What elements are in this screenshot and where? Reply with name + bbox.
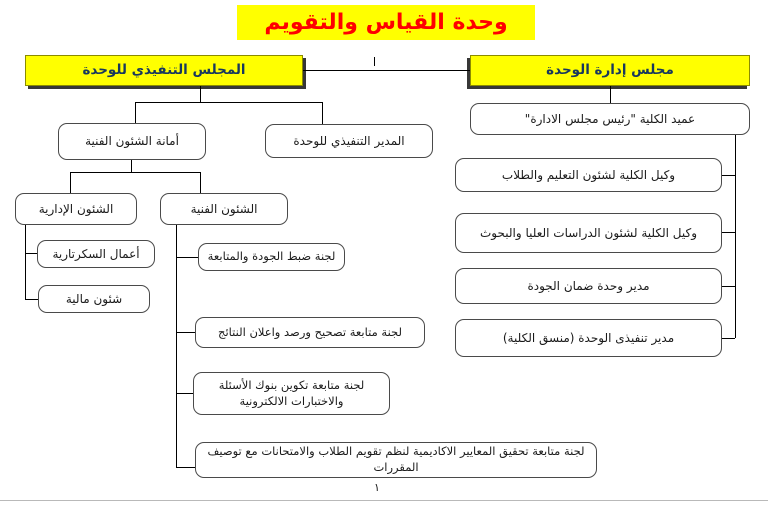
member-4-stub-line	[722, 338, 735, 339]
executive-council-stub-line	[200, 86, 201, 102]
executive-split-line	[135, 102, 322, 103]
dean-connector-line	[610, 86, 611, 103]
administrative-affairs-box: الشئون الإدارية	[15, 193, 137, 225]
page-number: ١	[374, 481, 380, 494]
quality-assurance-director-box: مدير وحدة ضمان الجودة	[455, 268, 722, 304]
technical-secretariat-box: أمانة الشئون الفنية	[58, 123, 206, 160]
secretariat-down-line	[131, 160, 132, 172]
boards-connector-tick	[374, 57, 375, 66]
unit-executive-director-coordinator-box: مدير تنفيذى الوحدة (منسق الكلية)	[455, 319, 722, 357]
vice-dean-graduate-box: وكيل الكلية لشئون الدراسات العليا والبحوث	[455, 213, 722, 253]
financial-stub-line	[25, 299, 38, 300]
academic-standards-committee-box: لجنة متابعة تحقيق المعايير الاكاديمية لنظم تقويم الطلاب والامتحانات مع توصيف المقررات	[195, 442, 597, 478]
admin-trunk-line	[25, 225, 26, 299]
vice-dean-education-box: وكيل الكلية لشئون التعليم والطلاب	[455, 158, 722, 192]
management-trunk-line	[735, 135, 736, 338]
secretariat-drop-line	[135, 102, 136, 123]
executive-director-box: المدير التنفيذي للوحدة	[265, 124, 433, 158]
secretarial-work-box: أعمال السكرتارية	[37, 240, 155, 268]
financial-affairs-box: شئون مالية	[38, 285, 150, 313]
committee-3-stub-line	[176, 393, 193, 394]
tech-affairs-drop-line	[200, 172, 201, 193]
technical-affairs-box: الشئون الفنية	[160, 193, 288, 225]
member-3-stub-line	[722, 286, 735, 287]
admin-affairs-drop-line	[70, 172, 71, 193]
management-board-box: مجلس إدارة الوحدة	[470, 55, 750, 86]
page-bottom-edge	[0, 500, 768, 501]
committee-2-stub-line	[176, 332, 195, 333]
executive-council-box: المجلس التنفيذي للوحدة	[25, 55, 303, 86]
member-2-stub-line	[722, 232, 735, 233]
committees-trunk-line	[176, 225, 177, 467]
director-drop-line	[322, 102, 323, 124]
member-1-stub-line	[722, 175, 735, 176]
results-committee-box: لجنة متابعة تصحيح ورصد واعلان النتائج	[195, 317, 425, 348]
affairs-split-line	[70, 172, 200, 173]
boards-connector-line	[303, 70, 470, 71]
secretarial-stub-line	[25, 253, 37, 254]
committee-4-stub-line	[176, 467, 195, 468]
question-banks-committee-box: لجنة متابعة تكوين بنوك الأسئلة والاختبارات الالكترونية	[193, 372, 390, 415]
committee-1-stub-line	[176, 257, 198, 258]
dean-box: عميد الكلية "رئيس مجلس الادارة"	[470, 103, 750, 135]
page-title: وحدة القياس والتقويم	[237, 5, 535, 40]
quality-control-committee-box: لجنة ضبط الجودة والمتابعة	[198, 243, 345, 271]
